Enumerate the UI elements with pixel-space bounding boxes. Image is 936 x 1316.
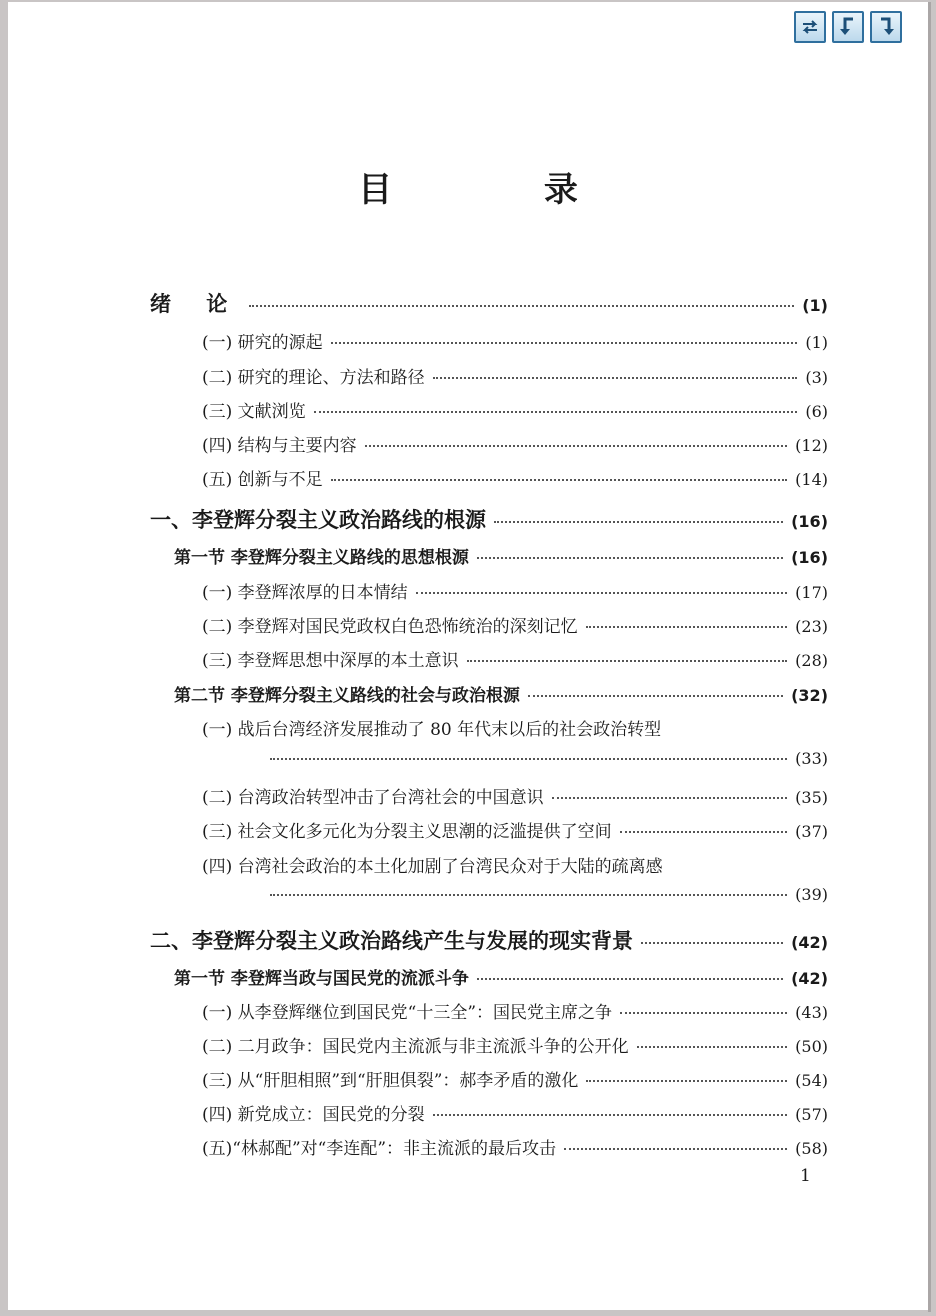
toc-page-number: (42) [791, 933, 828, 952]
toc-entry-intro[interactable] [150, 288, 828, 318]
document-page [8, 2, 928, 1310]
toc-entry-chapter-2[interactable] [150, 925, 828, 955]
toc-entry-chapter-1[interactable] [150, 504, 828, 534]
toc-page-number: (12) [795, 436, 828, 455]
dot-leader [270, 893, 787, 896]
toc-entry-label: 第一节 李登辉当政与国民党的流派斗争 [174, 969, 469, 989]
toc-page-number: (23) [795, 617, 828, 636]
toc-entry[interactable] [202, 783, 828, 808]
toc-entry[interactable] [202, 578, 828, 603]
toc-entry[interactable] [202, 817, 828, 842]
dot-leader [477, 977, 783, 980]
prev-page-arrow-icon [837, 16, 859, 38]
toc-page-number: (17) [795, 583, 828, 602]
toc-entry-label: (三) 从“肝胆相照”到“肝胆俱裂”：郝李矛盾的激化 [202, 1071, 579, 1091]
toc-entry-label: (三) 李登辉思想中深厚的本土意识 [202, 651, 459, 671]
toc-entry-label: (一) 李登辉浓厚的日本情结 [202, 583, 408, 603]
toc-page-number: (58) [795, 1139, 828, 1158]
toc-page-number: (1) [802, 296, 828, 315]
toc-entry-label: (四) 结构与主要内容 [202, 436, 357, 456]
toc-entry-label: (四) 新党成立：国民党的分裂 [202, 1105, 425, 1125]
dot-leader [433, 376, 798, 379]
dot-leader [620, 830, 787, 833]
toc-entry-label: (三) 社会文化多元化为分裂主义思潮的泛滥提供了空间 [202, 822, 612, 842]
toc-page-number: (16) [791, 512, 828, 531]
toc-entry-multiline[interactable] [202, 715, 828, 740]
toc-entry-label: 一、李登辉分裂主义政治路线的根源 [150, 508, 486, 532]
toc-entry-label: (一) 研究的源起 [202, 333, 323, 353]
toc-page-number: (32) [791, 686, 828, 705]
toc-page-number: (35) [795, 788, 828, 807]
toc-entry-label: (二) 研究的理论、方法和路径 [202, 368, 425, 388]
dot-leader [365, 444, 787, 447]
toc-page-number: (37) [795, 822, 828, 841]
toc-entry[interactable] [202, 363, 828, 388]
toc-entry-continuation[interactable] [270, 885, 828, 904]
toc-entry-label: (四) 台湾社会政治的本土化加剧了台湾民众对于大陆的疏离感 [202, 857, 663, 877]
dot-leader [467, 659, 787, 662]
next-page-arrow-icon [875, 16, 897, 38]
dot-leader [494, 520, 783, 523]
toc-entry[interactable] [202, 1134, 828, 1159]
toc-title: 目 录 [358, 170, 648, 210]
toc-entry-label: (五) 创新与不足 [202, 470, 323, 490]
dot-leader [270, 757, 787, 760]
page-nav-toolbar [794, 11, 902, 43]
toc-entry-section[interactable] [174, 681, 828, 706]
refresh-arrows-icon [799, 16, 821, 38]
dot-leader [249, 304, 794, 307]
toc-page-number: (3) [805, 368, 828, 387]
toc-entry[interactable] [202, 612, 828, 637]
toc-entry-section[interactable] [174, 543, 828, 568]
next-page-button[interactable] [870, 11, 902, 43]
dot-leader [641, 941, 783, 944]
dot-leader [564, 1147, 787, 1150]
dot-leader [586, 1079, 787, 1082]
toc-page-number: (1) [805, 333, 828, 352]
toc-entry[interactable] [202, 397, 828, 422]
toc-entry-continuation[interactable] [270, 749, 828, 768]
toc-entry-section[interactable] [174, 964, 828, 989]
refresh-button[interactable] [794, 11, 826, 43]
toc-entry-label: (五)“林郝配”对“李连配”：非主流派的最后攻击 [202, 1139, 557, 1159]
toc-entry-label: 第一节 李登辉分裂主义路线的思想根源 [174, 548, 469, 568]
toc-entry-label: (二) 二月政争：国民党内主流派与非主流派斗争的公开化 [202, 1037, 629, 1057]
toc-page-number: (16) [791, 548, 828, 567]
toc-entry-label: 绪 论 [150, 292, 242, 316]
page-number: 1 [800, 1166, 811, 1186]
dot-leader [528, 694, 783, 697]
dot-leader [637, 1045, 787, 1048]
toc-entry[interactable] [202, 646, 828, 671]
toc-entry[interactable] [202, 431, 828, 456]
toc-entry-label: (一) 战后台湾经济发展推动了 80 年代末以后的社会政治转型 [202, 720, 662, 740]
toc-entry[interactable] [202, 328, 828, 353]
toc-entry[interactable] [202, 465, 828, 490]
toc-entry[interactable] [202, 998, 828, 1023]
dot-leader [331, 341, 798, 344]
toc-entry-label: (一) 从李登辉继位到国民党“十三全”：国民党主席之争 [202, 1003, 613, 1023]
toc-page-number: (14) [795, 470, 828, 489]
toc-entry[interactable] [202, 1032, 828, 1057]
toc-entry[interactable] [202, 1066, 828, 1091]
dot-leader [433, 1113, 787, 1116]
toc-entry-label: 第二节 李登辉分裂主义路线的社会与政治根源 [174, 686, 520, 706]
dot-leader [331, 478, 787, 481]
toc-page-number: (43) [795, 1003, 828, 1022]
dot-leader [477, 556, 783, 559]
dot-leader [586, 625, 787, 628]
page-shadow [928, 2, 931, 1312]
toc-entry-label: (二) 台湾政治转型冲击了台湾社会的中国意识 [202, 788, 544, 808]
dot-leader [314, 410, 798, 413]
toc-page-number: (50) [795, 1037, 828, 1056]
toc-entry-label: 二、李登辉分裂主义政治路线产生与发展的现实背景 [150, 929, 633, 953]
toc-page-number: (28) [795, 651, 828, 670]
toc-entry-multiline[interactable] [202, 852, 828, 877]
toc-page-number: (57) [795, 1105, 828, 1124]
toc-page-number: (39) [795, 885, 828, 904]
prev-page-button[interactable] [832, 11, 864, 43]
toc-entry[interactable] [202, 1100, 828, 1125]
dot-leader [552, 796, 787, 799]
toc-page-number: (33) [795, 749, 828, 768]
dot-leader [416, 591, 787, 594]
toc-page-number: (42) [791, 969, 828, 988]
toc-entry-label: (二) 李登辉对国民党政权白色恐怖统治的深刻记忆 [202, 617, 578, 637]
toc-entry-label: (三) 文献浏览 [202, 402, 306, 422]
toc-page-number: (6) [805, 402, 828, 421]
dot-leader [620, 1011, 787, 1014]
toc-page-number: (54) [795, 1071, 828, 1090]
